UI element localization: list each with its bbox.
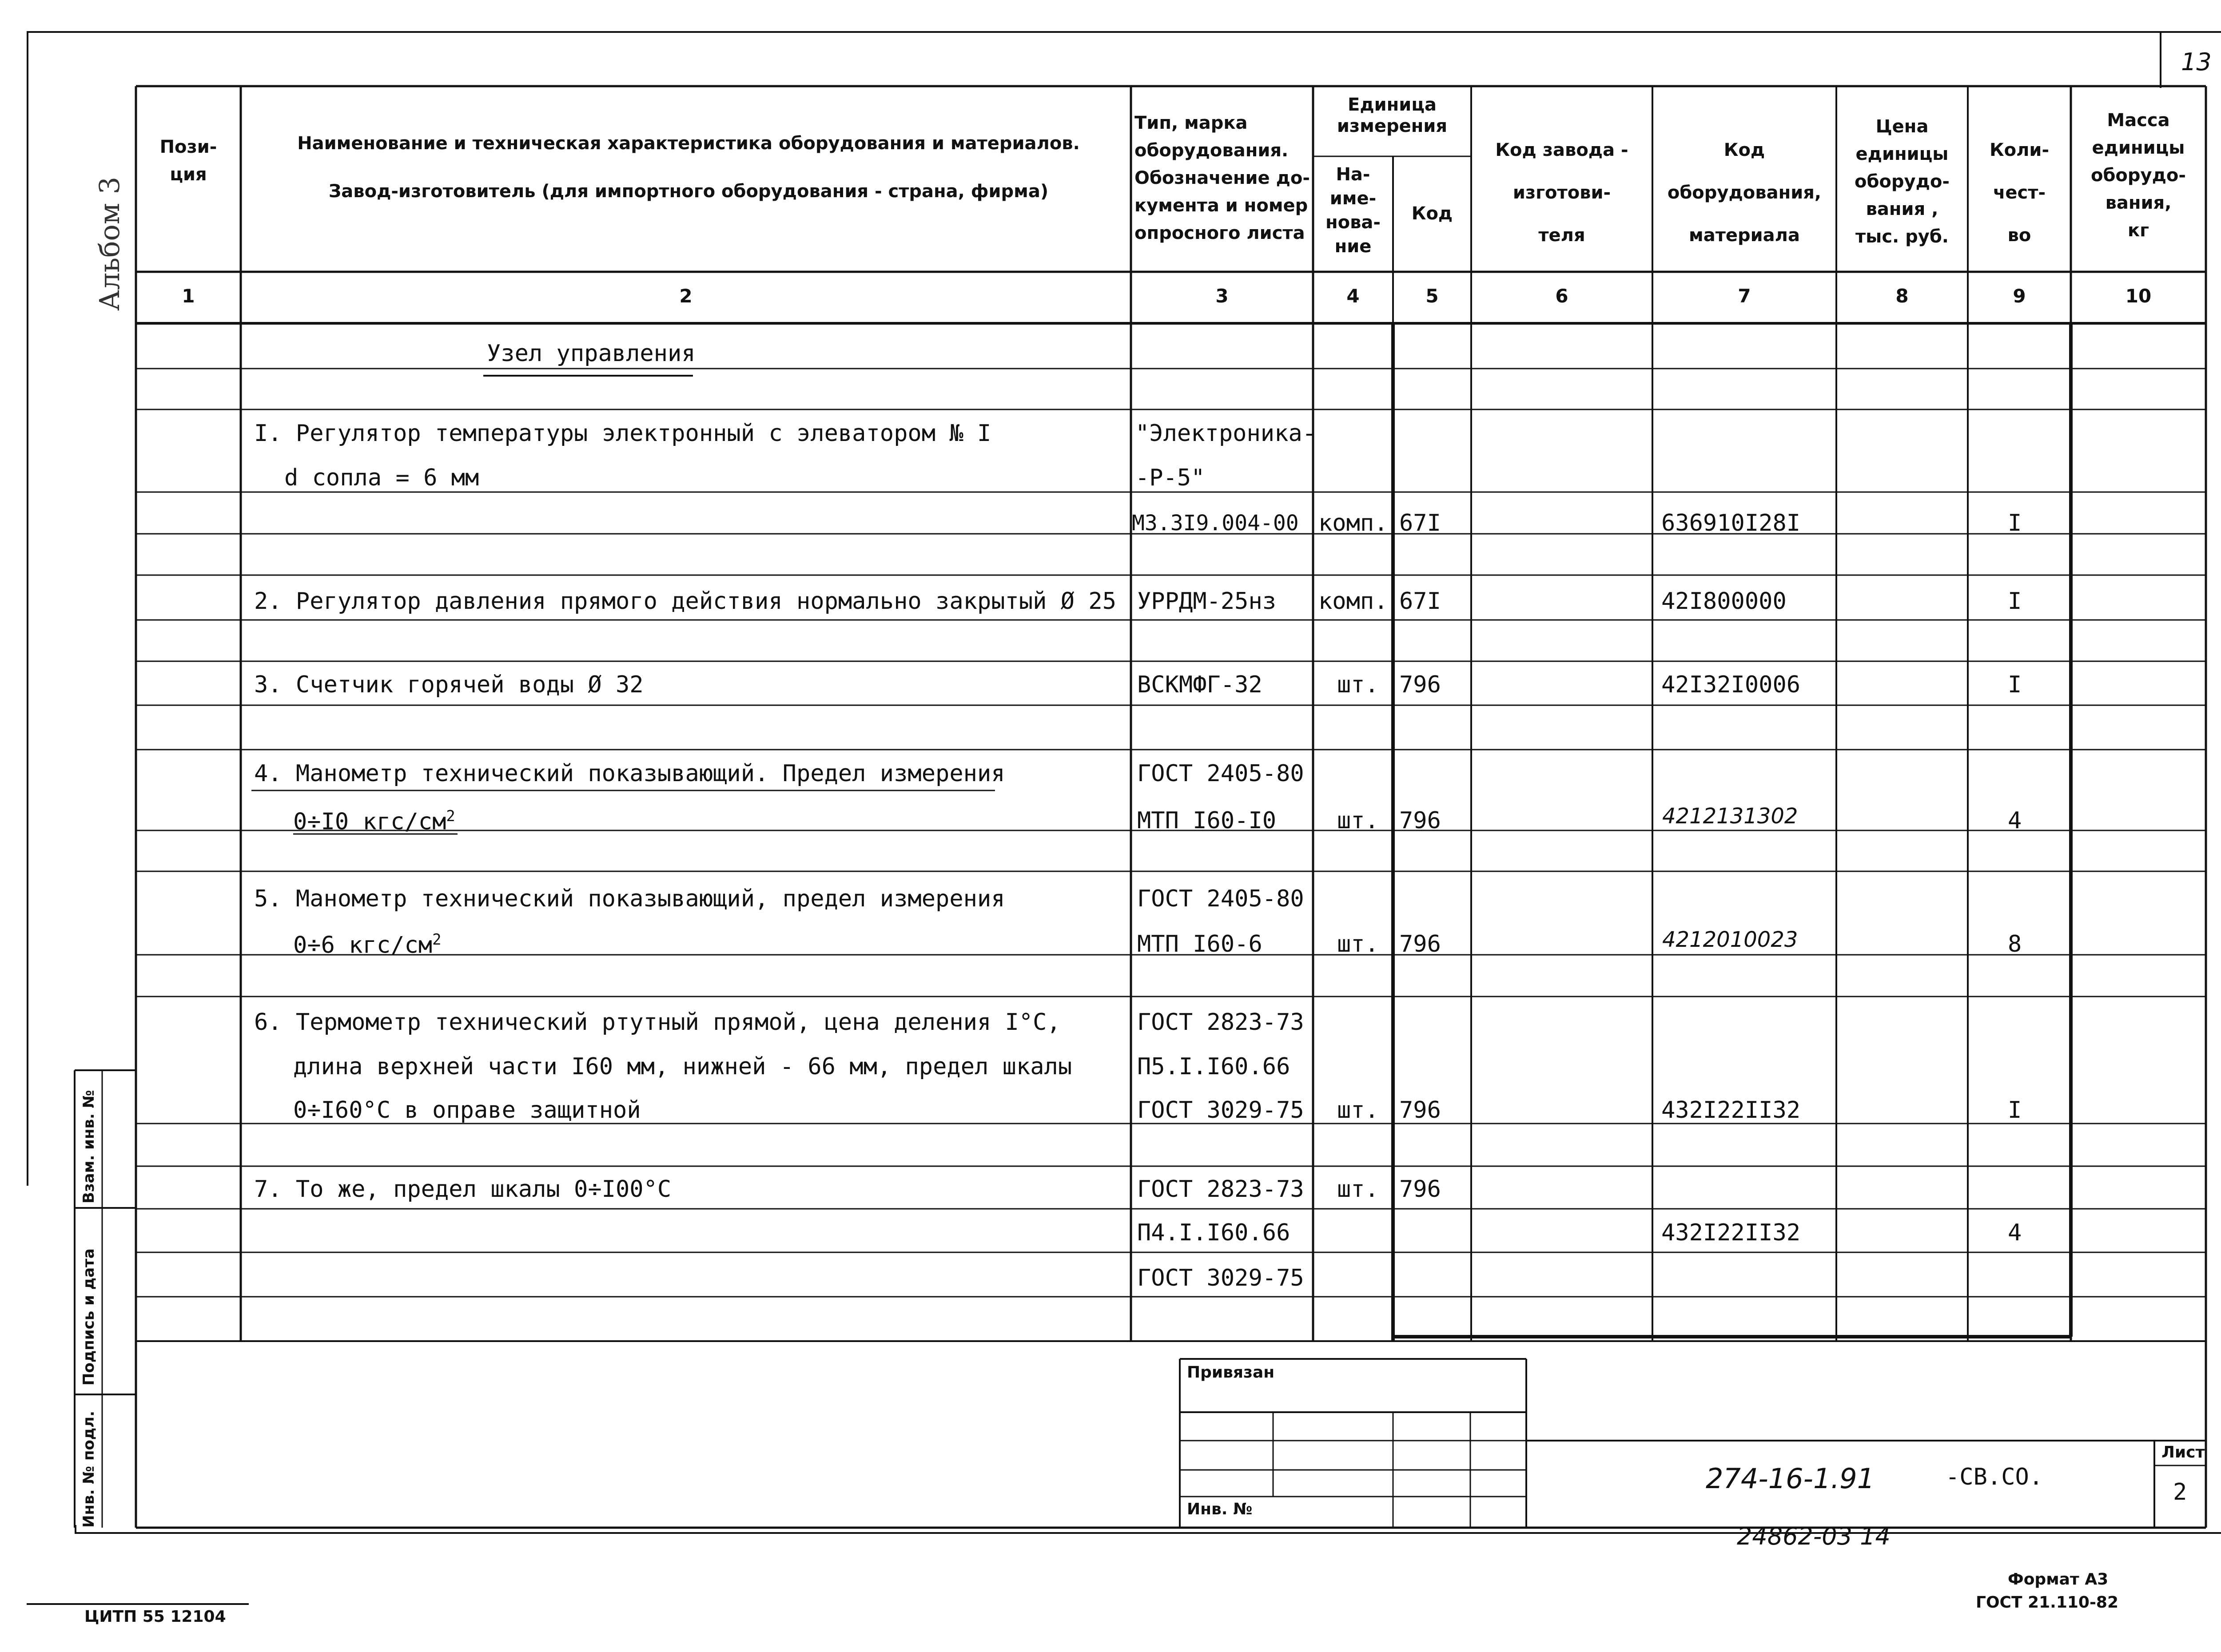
row-5-code: 796 <box>1399 671 1441 698</box>
row-12-name: 0÷I60°С в оправе защитной <box>293 1097 641 1124</box>
corner-sheet-number: 13 <box>2181 48 2212 76</box>
header-col7: Код оборудования, материала <box>1667 140 1822 246</box>
title-doc-suffix: -СВ.СО. <box>1946 1464 2043 1490</box>
row-5-name: 3. Счетчик горячей воды Ø 32 <box>254 671 644 698</box>
colnum-3: 3 <box>1215 285 1229 307</box>
row-14-type: П4.I.I60.66 <box>1137 1219 1290 1246</box>
colnum-2: 2 <box>679 285 693 307</box>
row-9-qty: 8 <box>2008 931 2022 957</box>
title-handwritten-number: 24862-03 14 <box>1737 1522 1891 1550</box>
colnum-5: 5 <box>1425 285 1439 307</box>
row-3-code: 67I <box>1399 510 1441 536</box>
row-6-type: ГОСТ 2405-80 <box>1137 760 1304 787</box>
row-5-equip-code: 42I32I0006 <box>1661 671 1801 698</box>
row-13-type: ГОСТ 2823-73 <box>1137 1176 1304 1203</box>
row-2-name: d сопла = 6 мм <box>284 465 479 491</box>
header-col9: Коли- чест- во <box>1989 140 2050 246</box>
row-5-type: ВСКМФГ-32 <box>1137 671 1262 698</box>
row-12-code: 796 <box>1399 1097 1441 1124</box>
title-list-number: 2 <box>2173 1479 2187 1505</box>
header-col5: Код <box>1411 203 1453 224</box>
row-12-unit: шт. <box>1337 1097 1379 1124</box>
colnum-10: 10 <box>2125 285 2152 307</box>
footer-format: Формат А3 <box>2008 1570 2109 1588</box>
row-7-type: МТП I60-I0 <box>1137 807 1277 834</box>
row-12-equip-code: 432I22II32 <box>1661 1097 1801 1124</box>
row-2-type: -Р-5" <box>1135 465 1205 491</box>
row-7-equip-code: 4212131302 <box>1662 804 1798 829</box>
row-7-code: 796 <box>1399 807 1441 834</box>
row-13-code: 796 <box>1399 1176 1441 1203</box>
header-col3: Тип, марка оборудования. Обозначение до- кумента и номер опросного листа <box>1134 113 1310 243</box>
header-col2-line1: Наименование и техническая характеристика оборудования и материалов. <box>297 133 1080 154</box>
row-3-type: М3.3I9.004-00 <box>1132 511 1299 536</box>
title-list-label: Лист <box>2161 1443 2205 1461</box>
row-10-name: 6. Термометр технический ртутный прямой, цена деления I°С, <box>254 1009 1061 1036</box>
stamp-podpis-label: Подпись и дата <box>80 1248 98 1386</box>
row-12-type: ГОСТ 3029-75 <box>1137 1097 1304 1124</box>
row-9-code: 796 <box>1399 931 1441 957</box>
row-12-qty: I <box>2008 1097 2022 1124</box>
row-5-qty: I <box>2008 671 2022 698</box>
footer-gost: ГОСТ 21.110-82 <box>1976 1593 2119 1612</box>
row-15-type: ГОСТ 3029-75 <box>1137 1265 1304 1291</box>
header-col8: Цена единицы оборудо- вания , тыс. руб. <box>1855 116 1950 247</box>
header-col4: На- име- нова- ние <box>1325 164 1381 257</box>
row-1-name: I. Регулятор температуры электронный с элеватором № I <box>254 420 991 447</box>
row-4-equip-code: 42I800000 <box>1661 588 1787 615</box>
row-9-type: МТП I60-6 <box>1137 931 1262 957</box>
header-col6: Код завода - изготови- теля <box>1495 140 1628 246</box>
row-8-name: 5. Манометр технический показывающий, предел измерения <box>254 886 1005 912</box>
row-7-unit: шт. <box>1337 807 1379 834</box>
footer-ctip: ЦИТП 55 12104 <box>84 1608 226 1626</box>
row-4-unit: комп. <box>1318 588 1388 615</box>
row-7-name-sup: 2 <box>446 807 455 825</box>
row-5-unit: шт. <box>1337 671 1379 698</box>
row-14-qty: 4 <box>2008 1219 2022 1246</box>
colnum-4: 4 <box>1346 285 1360 307</box>
row-8-type: ГОСТ 2405-80 <box>1137 886 1304 912</box>
colnum-8: 8 <box>1895 285 1909 307</box>
row-4-code: 67I <box>1399 588 1441 615</box>
row-7-qty: 4 <box>2008 807 2022 834</box>
row-1-type: "Электроника- <box>1135 420 1316 447</box>
row-14-equip-code: 432I22II32 <box>1661 1219 1801 1246</box>
row-3-unit: комп. <box>1318 510 1388 536</box>
colnum-1: 1 <box>182 285 195 307</box>
title-privyazan: Привязан <box>1187 1363 1275 1382</box>
row-7-name: 0÷I0 кгс/$см^2$ <box>293 807 455 835</box>
row-4-qty: I <box>2008 588 2022 615</box>
footer-left-line <box>27 1603 249 1605</box>
title-inv-no: Инв. № <box>1187 1500 1253 1518</box>
header-unit-group: Единица измерения <box>1337 95 1448 136</box>
row-13-unit: шт. <box>1337 1176 1379 1203</box>
row-4-name: 2. Регулятор давления прямого действия нормально закрытый Ø 25 <box>254 588 1117 615</box>
row-9-equip-code: 4212010023 <box>1662 927 1798 952</box>
colnum-9: 9 <box>2013 285 2026 307</box>
row-10-type: ГОСТ 2823-73 <box>1137 1009 1304 1036</box>
header-col1: Пози- ция <box>159 137 217 185</box>
section-title: Узел управления <box>487 340 696 367</box>
row-9-name-sup: 2 <box>432 931 442 948</box>
header-col2-line2: Завод-изготовитель (для импортного оборудования - страна, фирма) <box>328 181 1049 202</box>
album-label: Альбом 3 <box>93 176 126 311</box>
stamp-inv-label: Инв. № подл. <box>80 1410 98 1528</box>
row-3-qty: I <box>2008 510 2022 536</box>
colnum-6: 6 <box>1555 285 1568 307</box>
row-11-name: длина верхней части I60 мм, нижней - 66 мм, предел шкалы <box>293 1053 1072 1080</box>
row-4-type: УРРДМ-25нз <box>1137 588 1277 615</box>
colnum-7: 7 <box>1738 285 1751 307</box>
row-9-name: 0÷6 кгс/$см^2$ <box>293 931 442 959</box>
row-6-name: 4. Манометр технический показывающий. Предел измерения <box>254 760 1005 787</box>
row-3-equip-code: 636910I28I <box>1661 510 1801 536</box>
row-13-name: 7. То же, предел шкалы 0÷I00°С <box>254 1176 672 1203</box>
row-11-type: П5.I.I60.66 <box>1137 1053 1290 1080</box>
title-doc-code: 274-16-1.91 <box>1706 1462 1875 1495</box>
header-col10: Масса единицы оборудо- вания, кг <box>2091 110 2186 241</box>
row-9-unit: шт. <box>1337 931 1379 957</box>
stamp-vzam-label: Взам. инв. № <box>80 1090 98 1203</box>
